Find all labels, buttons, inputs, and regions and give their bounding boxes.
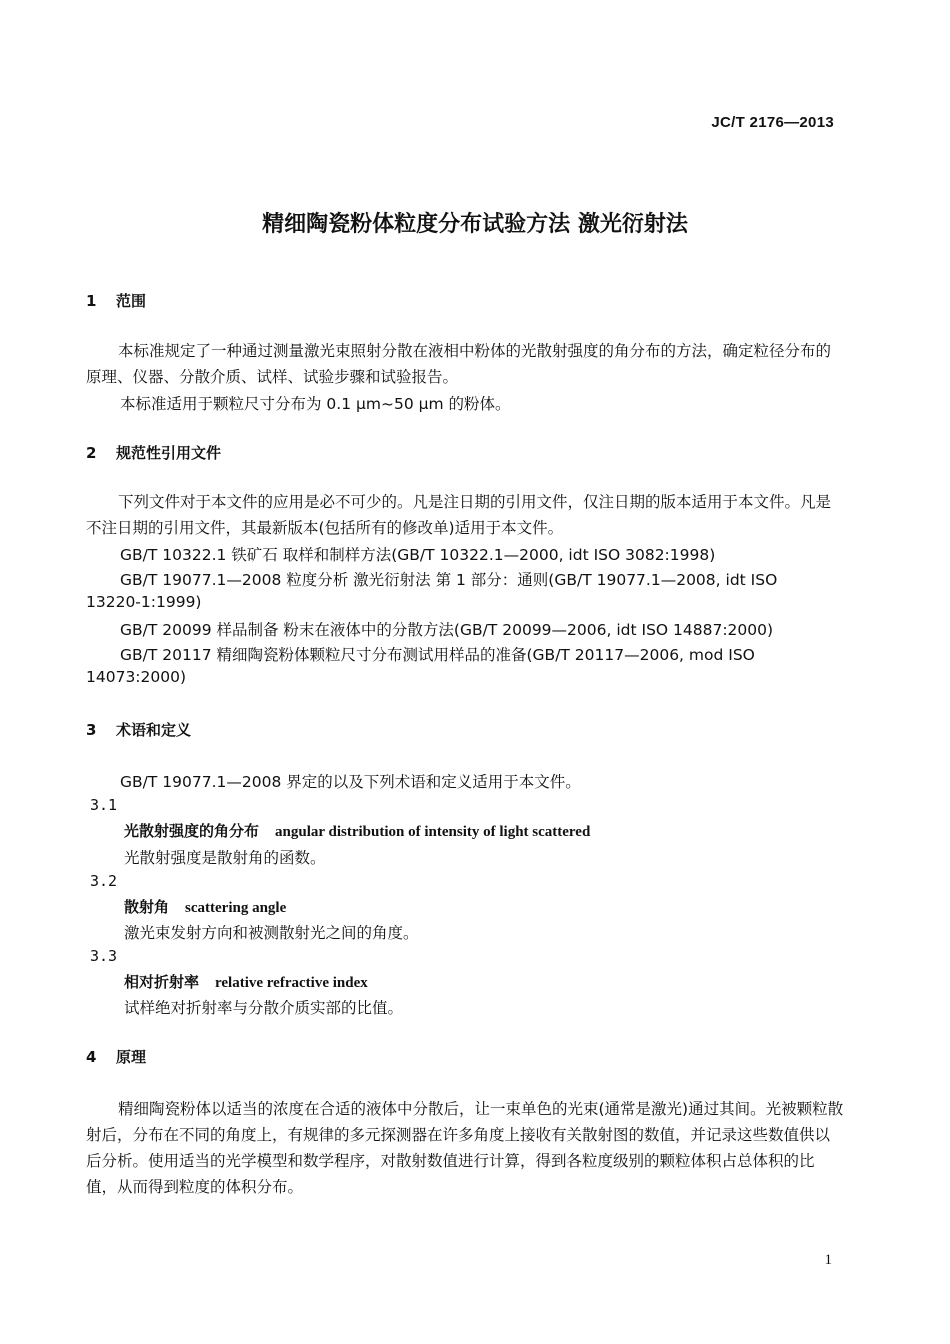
scope-paragraph-1: 本标准规定了一种通过测量激光束照射分散在液相中粉体的光散射强度的角分布的方法，确定粒径分布的原理、仪器、分散介质、试样、试验步骤和试验报告。 (86, 342, 832, 386)
principle-paragraph: 精细陶瓷粉体以适当的浓度在合适的液体中分散后，让一束单色的光束(通常是激光)通过其间。光被颗粒散射后，分布在不同的角度上，有规律的多元探测器在许多角度上接收有关散射图的数值，并记录这些数值供以后分析。使用适当的光学模型和数学程序，对散射数值进行计算，得到各粒度级别的颗粒体积占总体积的比值，从而得到粒度的体积分布。 (86, 1100, 844, 1196)
term-heading (124, 820, 590, 841)
normative-paragraph: 下列文件对于本文件的应用是必不可少的。凡是注日期的引用文件，仅注日期的版本适用于本文件。凡是不注日期的引用文件，其最新版本(包括所有的修改单)适用于本文件。 (86, 493, 832, 537)
term-cn: 相对折射率 (124, 973, 200, 991)
section-number: 3 (86, 721, 97, 739)
term-number: 3.1 (90, 796, 118, 814)
term-cn: 散射角 (124, 898, 170, 916)
section-title: 术语和定义 (116, 721, 192, 739)
term-en: scattering angle (185, 900, 287, 916)
scope-paragraph-2: 本标准适用于颗粒尺寸分布为 0.1 μm~50 μm 的粉体。 (120, 395, 511, 413)
term-definition: 激光束发射方向和被测散射光之间的角度。 (124, 924, 419, 942)
term-cn: 光散射强度的角分布 (124, 822, 260, 840)
term-en: angular distribution of intensity of light scattered (275, 824, 591, 840)
section-number: 4 (86, 1048, 97, 1066)
reference-4-line-2: 14073:2000) (86, 668, 187, 686)
reference-2-line-1: GB/T 19077.1—2008 粒度分析 激光衍射法 第 1 部分：通则(GB/T 19077.1—2008, idt ISO (120, 571, 778, 589)
reference-4-line-1: GB/T 20117 精细陶瓷粉体颗粒尺寸分布测试用样品的准备(GB/T 20117—2006, mod ISO (120, 646, 755, 664)
term-en: relative refractive index (215, 975, 368, 991)
section-4-heading (86, 1046, 146, 1067)
section-2-heading (86, 442, 221, 463)
section-number: 1 (86, 292, 97, 310)
term-number: 3.3 (90, 947, 118, 965)
reference-3: GB/T 20099 样品制备 粉末在液体中的分散方法(GB/T 20099—2006, idt ISO 14887:2000) (120, 621, 774, 639)
terms-intro: GB/T 19077.1—2008 界定的以及下列术语和定义适用于本文件。 (120, 773, 581, 791)
term-number: 3.2 (90, 872, 118, 890)
standard-code: JC/T 2176—2013 (711, 114, 834, 131)
section-1-heading (86, 290, 146, 311)
section-3-heading (86, 719, 191, 740)
term-heading (124, 971, 368, 992)
section-number: 2 (86, 444, 97, 462)
term-definition: 光散射强度是散射角的函数。 (124, 849, 326, 867)
term-definition: 试样绝对折射率与分散介质实部的比值。 (124, 999, 404, 1017)
document-title: 精细陶瓷粉体粒度分布试验方法 激光衍射法 (262, 212, 688, 237)
reference-2-line-2: 13220-1:1999) (86, 593, 202, 611)
reference-1: GB/T 10322.1 铁矿石 取样和制样方法(GB/T 10322.1—2000, idt ISO 3082:1998) (120, 546, 716, 564)
section-title: 规范性引用文件 (116, 444, 222, 462)
section-title: 原理 (116, 1048, 147, 1066)
term-heading (124, 896, 286, 917)
section-title: 范围 (116, 292, 147, 310)
page-number: 1 (824, 1252, 832, 1268)
